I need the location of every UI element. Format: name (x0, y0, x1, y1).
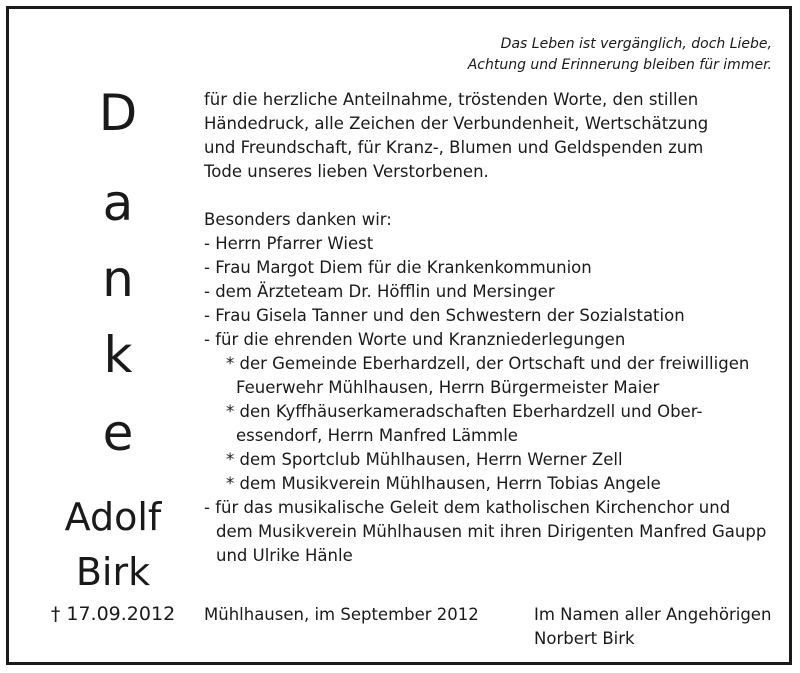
thanks-item-continued: und Ulrike Hänle (216, 546, 353, 565)
thanks-sub-item: * dem Sportclub Mühlhausen, Herrn Werner Zell (226, 450, 623, 469)
motto-line-1: Das Leben ist vergänglich, doch Liebe, (500, 36, 772, 52)
notice-body (204, 88, 784, 568)
intro-line: und Freundschaft, für Kranz-, Blumen und Geldspenden zum (204, 138, 704, 157)
thanks-item: - Frau Margot Diem für die Krankenkommunion (204, 258, 592, 277)
danke-letter-d: D (98, 84, 138, 142)
thanks-item: - für die ehrenden Worte und Kranzniederlegungen (204, 330, 626, 349)
thanks-sub-item-continued: essendorf, Herrn Manfred Lämmle (236, 426, 518, 445)
thanks-sub-item-continued: Feuerwehr Mühlhausen, Herrn Bürgermeister Maier (236, 378, 660, 397)
danke-letter-a: a (102, 174, 134, 232)
thanks-item-continued: dem Musikverein Mühlhausen mit ihren Dirigenten Manfred Gaupp (216, 522, 767, 541)
thanks-sub-item: * dem Musikverein Mühlhausen, Herrn Tobias Angele (226, 474, 661, 493)
danke-letter-n: n (102, 250, 134, 308)
signature-line-1: Im Namen aller Angehörigen (534, 605, 772, 624)
intro-line: Händedruck, alle Zeichen der Verbundenheit, Wertschätzung (204, 114, 709, 133)
motto-line-2: Achtung und Erinnerung bleiben für immer. (467, 57, 772, 73)
death-date: † 17.09.2012 (50, 603, 176, 625)
thanks-item: - Herrn Pfarrer Wiest (204, 234, 374, 253)
spacer (204, 184, 784, 208)
thanks-item: - dem Ärzteteam Dr. Höfflin und Mersinger (204, 282, 555, 301)
signature-line-2: Norbert Birk (534, 629, 635, 648)
thanks-item: - Frau Gisela Tanner und den Schwestern der Sozialstation (204, 306, 685, 325)
deceased-first-name: Adolf (64, 495, 162, 539)
thanks-sub-item: * den Kyffhäuserkameradschaften Eberhardzell und Ober- (226, 402, 703, 421)
deceased-last-name: Birk (75, 550, 151, 594)
intro-line: Tode unseres lieben Verstorbenen. (204, 162, 489, 181)
danke-letter-e: e (102, 404, 134, 462)
thanks-item: - für das musikalische Geleit dem katholischen Kirchenchor und (204, 498, 731, 517)
place-date: Mühlhausen, im September 2012 (204, 605, 479, 624)
motto (468, 34, 772, 76)
signature (534, 603, 771, 651)
danke-letter-k: k (103, 326, 133, 384)
intro-line: für die herzliche Anteilnahme, tröstenden Worte, den stillen (204, 90, 699, 109)
thanks-heading: Besonders danken wir: (204, 210, 392, 229)
thanks-sub-item: * der Gemeinde Eberhardzell, der Ortschaft und der freiwilligen (226, 354, 750, 373)
